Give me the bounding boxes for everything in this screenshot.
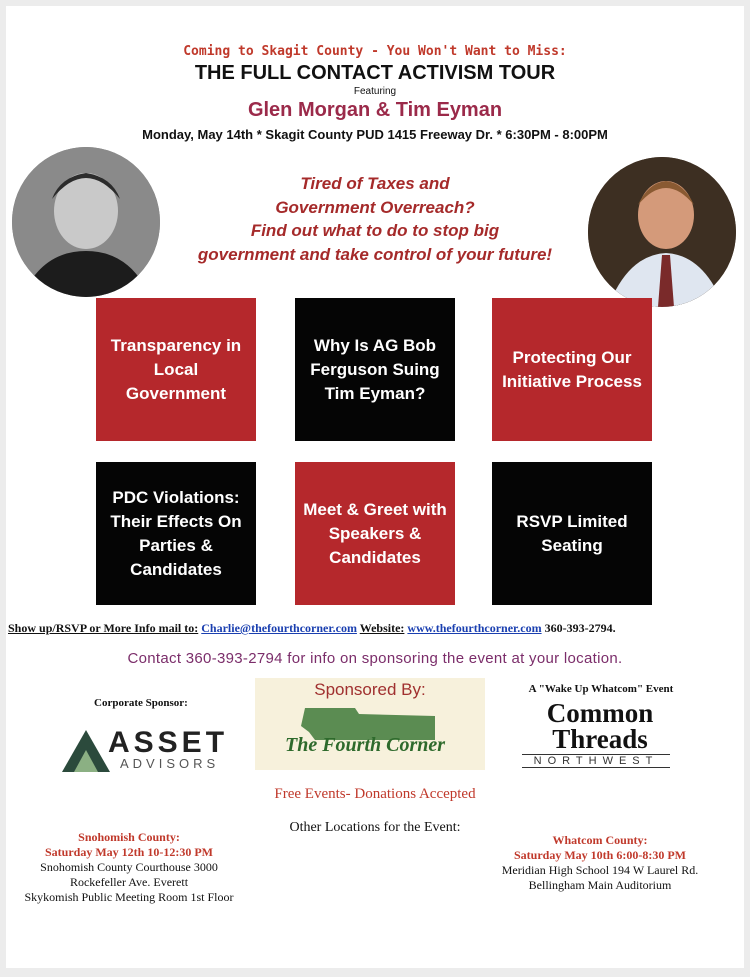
asset-subtitle: ADVISORS [120, 756, 220, 771]
snohomish-address-2: Rockefeller Ave. Everett [69, 875, 189, 889]
topic-box-transparency: Transparency in Local Government [96, 298, 256, 441]
sponsor-contact: Contact 360-393-2794 for info on sponsoring the event at your location. [127, 650, 623, 667]
rsvp-info-line [8, 621, 748, 636]
glen-morgan-photo [12, 147, 160, 297]
whatcom-county-label: Whatcom County: [552, 833, 648, 847]
whatcom-address-2: Bellingham Main Auditorium [528, 878, 672, 892]
tagline-line: Tired of Taxes and [300, 174, 450, 193]
email-link[interactable]: Charlie@thefourthcorner.com [201, 621, 357, 635]
corporate-sponsor-label: Corporate Sponsor: [94, 697, 188, 709]
snohomish-address-3: Skykomish Public Meeting Room 1st Floor [24, 890, 234, 904]
snohomish-date: Saturday May 12th 10-12:30 PM [45, 845, 213, 859]
coming-heading: Coming to Skagit County - You Won't Want to Miss: [183, 44, 567, 59]
whatcom-address-1: Meridian High School 194 W Laurel Rd. [501, 863, 699, 877]
website-label: Website: [359, 621, 405, 635]
topic-box-meet-greet: Meet & Greet with Speakers & Candidates [295, 462, 455, 605]
tagline-line: Find out what to do to stop big [250, 221, 500, 240]
asset-advisors-logo [62, 726, 232, 776]
tagline-line: Government Overreach? [275, 197, 475, 217]
snohomish-address-1: Snohomish County Courthouse 3000 [40, 860, 218, 874]
fourth-corner-name: The Fourth Corner [285, 734, 446, 756]
tim-eyman-photo [588, 157, 736, 307]
fourth-corner-sponsor [255, 678, 485, 770]
website-link[interactable]: www.thefourthcorner.com [407, 621, 542, 635]
speakers-heading: Glen Morgan & Tim Eyman [247, 99, 503, 121]
topic-box-pdc-violations: PDC Violations: Their Effects On Parties & Candidates [96, 462, 256, 605]
snohomish-location [0, 830, 258, 905]
topic-box-rsvp: RSVP Limited Seating [492, 462, 652, 605]
wake-up-whatcom-label: A "Wake Up Whatcom" Event [528, 683, 674, 695]
tagline-line: government and take control of your future! [197, 244, 553, 264]
featuring-label: Featuring [353, 86, 397, 97]
free-events-note: Free Events- Donations Accepted [274, 786, 476, 802]
topic-box-ag-ferguson: Why Is AG Bob Ferguson Suing Tim Eyman? [295, 298, 455, 441]
common-threads-logo: Common Threads [546, 698, 654, 754]
asset-name: ASSET [108, 726, 229, 759]
common-threads-northwest: NORTHWEST [522, 754, 670, 768]
asset-triangle-icon [62, 728, 112, 772]
topic-box-initiative-process: Protecting Our Initiative Process [492, 298, 652, 441]
event-details: Monday, May 14th * Skagit County PUD 1415 Freeway Dr. * 6:30PM - 8:00PM [142, 127, 608, 142]
whatcom-location [470, 833, 730, 893]
tagline [150, 172, 600, 266]
sponsored-by-label: Sponsored By: [314, 680, 426, 699]
phone-number: 360-393-2794. [544, 621, 616, 635]
tour-title: THE FULL CONTACT ACTIVISM TOUR [194, 62, 556, 84]
whatcom-date: Saturday May 10th 6:00-8:30 PM [514, 848, 686, 862]
snohomish-county-label: Snohomish County: [78, 830, 180, 844]
other-locations-heading: Other Locations for the Event: [289, 820, 461, 835]
rsvp-prefix: Show up/RSVP or More Info mail to: [8, 621, 199, 635]
